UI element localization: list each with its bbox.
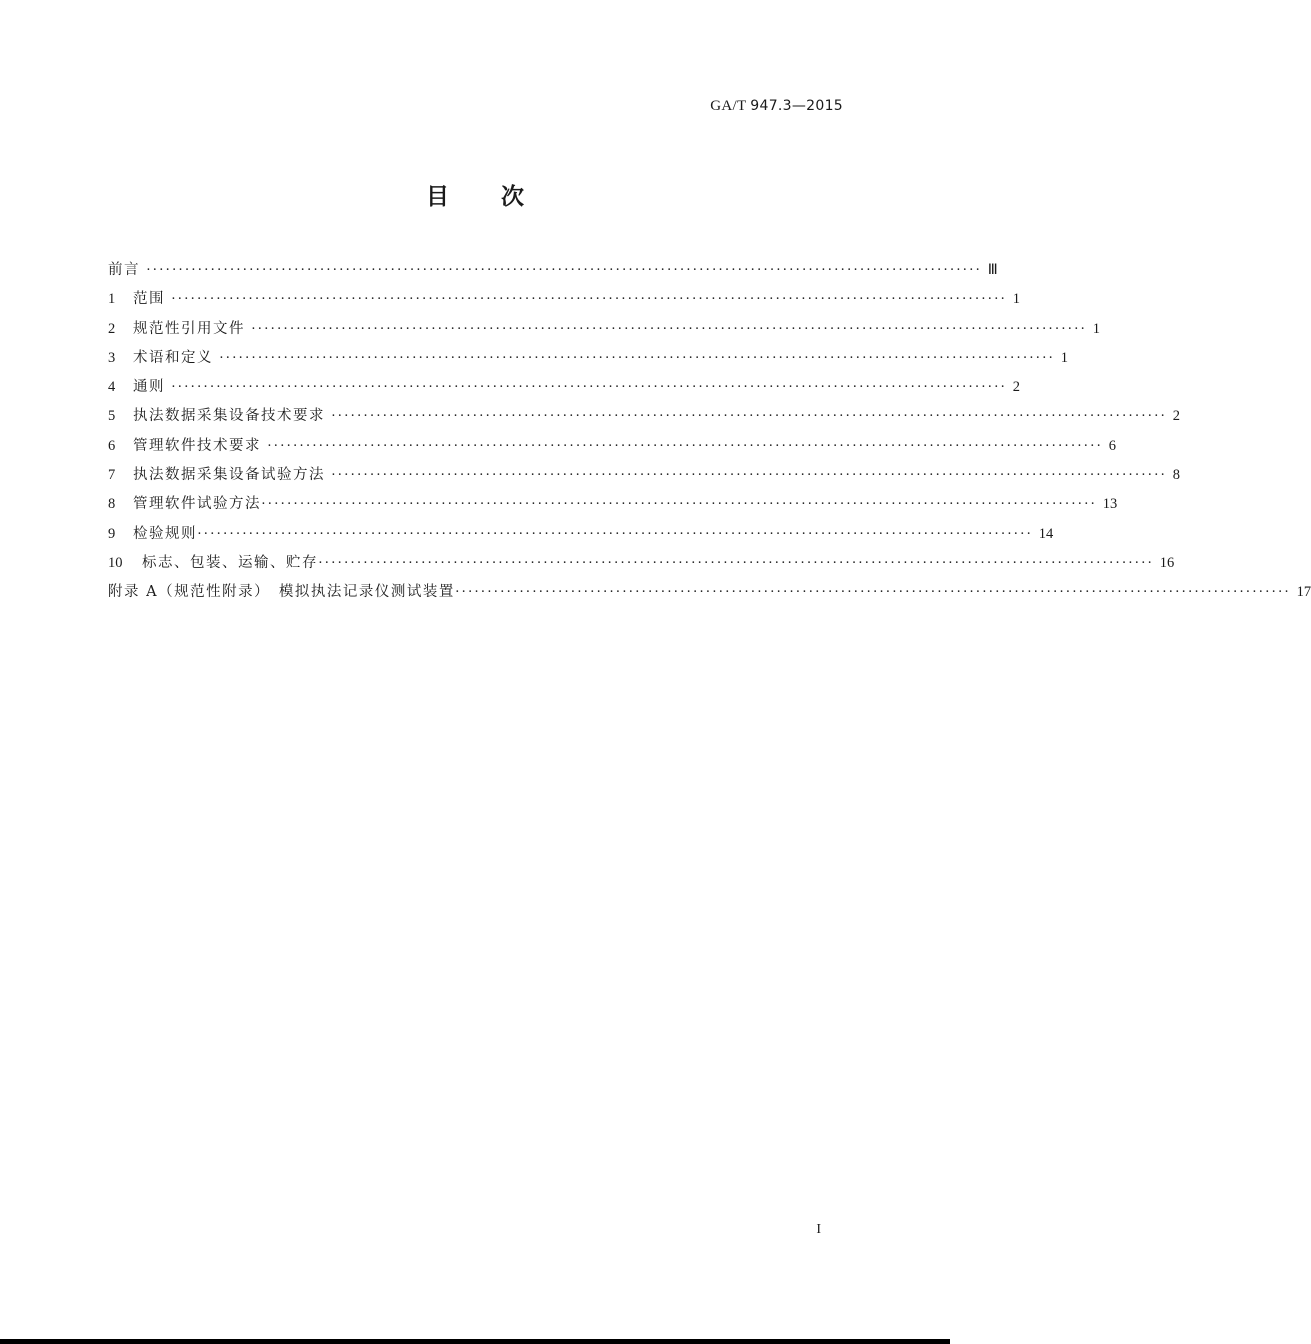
toc-entry-number: 7 (108, 467, 116, 484)
toc-entry-2[interactable] (108, 315, 1100, 344)
toc-entry-label: 附录 A（规范性附录） 模拟执法记录仪测试装置 (108, 584, 455, 601)
toc-entry-foreword[interactable] (108, 256, 998, 285)
toc-leader-dots: ·································································································································· (261, 496, 1097, 513)
toc-title (0, 178, 950, 211)
toc-entry-3[interactable] (108, 344, 1068, 373)
toc-entry-label: 范围 (133, 291, 165, 308)
bottom-border (0, 1339, 950, 1344)
toc-title-char-2: 次 (501, 184, 524, 210)
toc-entry-page: 1 (1060, 349, 1068, 366)
toc-entry-label: 通则 (133, 379, 165, 396)
toc-entry-label: 前言 (108, 262, 140, 278)
toc-entry-page: 2 (1012, 379, 1020, 396)
toc-entry-page: 1 (1092, 320, 1100, 337)
toc-entry-page: 8 (1172, 467, 1180, 484)
toc-entry-number: 8 (108, 496, 116, 513)
toc-leader-dots: ·································································································································· (146, 262, 982, 278)
toc-entry-page: 2 (1172, 408, 1180, 425)
toc-entry-page: 14 (1038, 525, 1054, 542)
toc-entry-number: 1 (108, 291, 116, 308)
toc-entry-4[interactable] (108, 373, 1020, 402)
toc-leader-dots: ·································································································································· (454, 584, 1291, 601)
toc-title-char-1: 目 (426, 184, 449, 210)
toc-leader-dots: ·································································································································· (267, 437, 1103, 454)
toc-entry-number: 4 (108, 379, 116, 396)
toc-leader-dots: ·································································································································· (197, 525, 1033, 542)
toc-entry-label: 规范性引用文件 (133, 320, 245, 337)
page-number: I (816, 1222, 821, 1237)
toc-entry-6[interactable] (108, 432, 1116, 461)
toc-entry-number: 10 (108, 554, 123, 571)
toc-entry-9[interactable] (108, 520, 1054, 549)
toc-entry-page: 6 (1108, 437, 1116, 454)
toc-entry-label: 执法数据采集设备试验方法 (133, 467, 325, 484)
toc-entry-label: 管理软件试验方法 (133, 496, 261, 513)
toc-entry-label: 管理软件技术要求 (133, 437, 261, 454)
toc-entry-page: 16 (1159, 554, 1175, 571)
standard-code: 947.3—2015 (750, 98, 843, 114)
toc-entry-label: 标志、包装、运输、贮存 (142, 554, 318, 571)
toc-entry-page: 13 (1102, 496, 1118, 513)
toc-entry-label: 执法数据采集设备技术要求 (133, 408, 325, 425)
toc-entry-page: 1 (1012, 291, 1020, 308)
toc-leader-dots: ·································································································································· (318, 554, 1154, 571)
toc-entry-number: 9 (108, 525, 116, 542)
toc-entry-annex-a[interactable] (108, 578, 1311, 607)
toc-leader-dots: ·································································································································· (171, 291, 1007, 308)
toc-leader-dots: ·································································································································· (251, 320, 1087, 337)
standard-prefix: GA/T (710, 98, 747, 114)
toc-leader-dots: ·································································································································· (331, 467, 1167, 484)
toc-leader-dots: ·································································································································· (219, 349, 1055, 366)
toc-entry-number: 2 (108, 320, 116, 337)
toc-entry-page: Ⅲ (987, 262, 998, 278)
toc-entry-label: 检验规则 (133, 525, 197, 542)
toc-entry-number: 5 (108, 408, 116, 425)
toc-leader-dots: ·································································································································· (331, 408, 1167, 425)
toc-entry-number: 6 (108, 437, 116, 454)
toc-entry-1[interactable] (108, 285, 1020, 314)
toc-entry-5[interactable] (108, 402, 1180, 431)
toc-entry-label: 术语和定义 (133, 349, 213, 366)
toc-entry-8[interactable] (108, 490, 1118, 519)
toc-entry-page: 17 (1296, 584, 1311, 601)
toc-leader-dots: ·································································································································· (171, 379, 1007, 396)
toc-entry-7[interactable] (108, 461, 1180, 490)
toc-entry-10[interactable] (108, 549, 1175, 578)
standard-number (710, 98, 843, 115)
toc-list (108, 256, 1311, 608)
toc-entry-number: 3 (108, 349, 116, 366)
